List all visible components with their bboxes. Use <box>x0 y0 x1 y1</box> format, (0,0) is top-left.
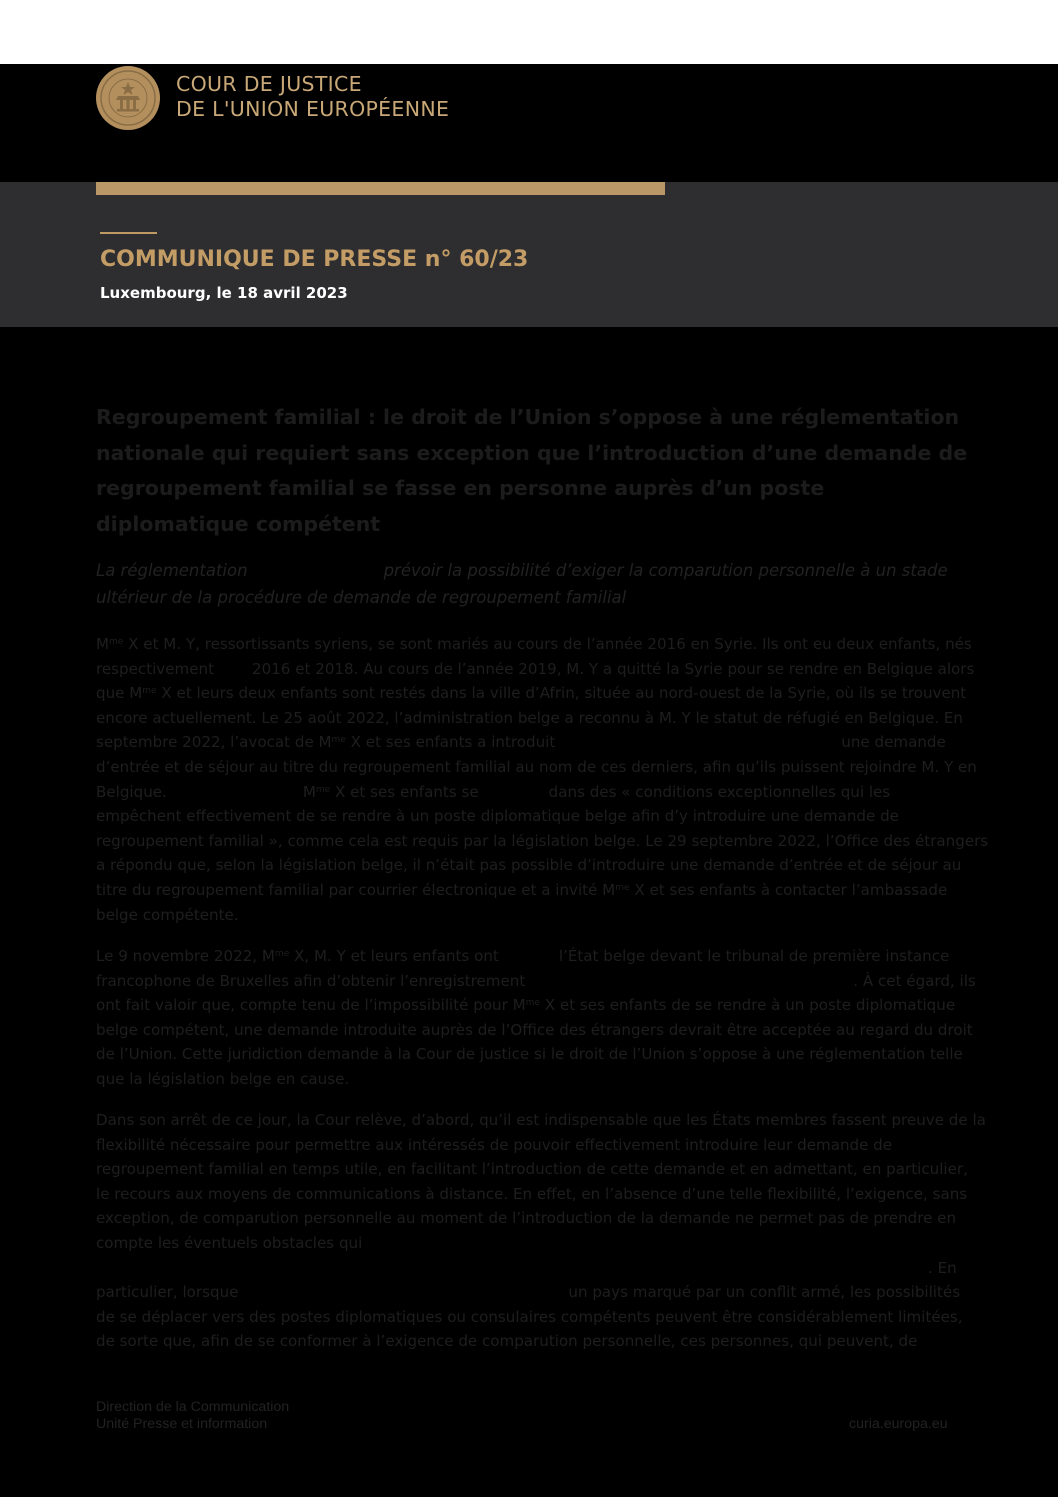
superscript: me <box>615 882 630 893</box>
headline-line: diplomatique compétent <box>96 511 381 536</box>
text: dans des « conditions exceptionnelles qui les <box>548 782 891 801</box>
text: a répondu que, selon la législation belge, il n’était pas possible d’introduire une demande d’entrée et de séjour au <box>96 856 962 875</box>
text: X et ses enfants de se rendre à un poste diplomatique <box>544 996 956 1015</box>
text: 2016 et 2018. Au cours de l’année 2019, M. Y a quitté la Syrie pour se rendre en Belgique alors <box>252 659 975 678</box>
paragraph-2 <box>96 944 976 1092</box>
paragraph-3 <box>96 1108 986 1354</box>
text: de se déplacer vers des postes diplomatiques ou consulaires compétents peuvent être considérablement limitées, <box>96 1307 963 1326</box>
text: X, M. Y et leurs enfants ont <box>294 947 499 965</box>
subhead-text: ultérieur de la procédure de demande de regroupement familial <box>96 588 627 607</box>
court-name-line1: COUR DE JUSTICE <box>176 72 362 96</box>
superscript: me <box>109 637 124 647</box>
subhead-text: La réglementation <box>96 561 248 580</box>
text: X et M. Y, ressortissants syriens, se sont mariés au cours de l’année 2016 en Syrie. Ils ont eu deux enfants, nés <box>128 635 972 653</box>
text: que M <box>96 684 143 703</box>
court-name <box>176 72 449 122</box>
superscript: me <box>142 686 157 697</box>
text: belge compétente. <box>96 905 239 924</box>
court-seal-icon <box>96 66 160 130</box>
footer-department <box>96 1399 289 1432</box>
text: titre du regroupement familial par courrier électronique et a invité M <box>96 880 616 899</box>
text: X et ses enfants se <box>335 782 479 801</box>
gold-accent-bar <box>96 182 665 195</box>
text: compte les éventuels obstacles qui <box>96 1233 363 1252</box>
text: exception, de comparution personnelle au moment de l’introduction de la demande ne permet pas de prendre en <box>96 1209 957 1228</box>
text: empêchent effectivement de se rendre à un poste diplomatique belge afin d’y introduire une demande de <box>96 807 899 826</box>
superscript: me <box>274 949 290 959</box>
title-rule <box>100 232 157 234</box>
headline-line: regroupement familial se fasse en personne auprès d’un poste <box>96 476 825 500</box>
text: Le 9 novembre 2022, M <box>96 947 275 965</box>
superscript: me <box>525 998 540 1009</box>
text: Dans son arrêt de ce jour, la Cour relève, d’abord, qu’il est indispensable que les États membres fassent preuve de la <box>96 1111 986 1129</box>
text: de sorte que, afin de se conformer à l’exigence de comparution personnelle, ces personnes, qui peuvent, de <box>96 1332 918 1351</box>
footer-department-name: Direction de la Communication <box>96 1399 290 1415</box>
text: X et ses enfants à contacter l’ambassade <box>634 880 948 899</box>
subheading <box>96 557 976 611</box>
text: flexibilité nécessaire pour permettre aux intéressés de pouvoir effectivement introduire leur demande de <box>96 1135 893 1154</box>
text: un pays marqué par un conflit armé, les possibilités <box>568 1283 961 1302</box>
court-name-line2: DE L'UNION EUROPÉENNE <box>176 97 450 121</box>
headline <box>96 400 976 542</box>
headline-line: nationale qui requiert sans exception que l’introduction d’une demande de <box>96 440 968 465</box>
text: M <box>96 635 110 653</box>
text: francophone de Bruxelles afin d’obtenir l’enregistrement <box>96 971 526 990</box>
superscript: me <box>315 784 331 795</box>
text: d’entrée et de séjour au titre du regroupement familial au nom de ces derniers, afin qu’ils puissent rejoindre M. Y en <box>96 757 977 776</box>
text: X et leurs deux enfants sont restés dans la ville d’Afrin, située au nord-ouest de la Syrie, où ils se trouvent <box>161 684 967 703</box>
text: regroupement familial en temps utile, en facilitant l’introduction de cette demande et en admettant, en particulier, <box>96 1160 968 1179</box>
footer-unit-name: Unité Presse et information <box>96 1415 268 1432</box>
headline-line: Regroupement familial : le droit de l’Union s’oppose à une réglementation <box>96 405 960 429</box>
text: que la législation belge en cause. <box>96 1069 350 1088</box>
paragraph-1 <box>96 632 989 927</box>
text: . En <box>928 1258 957 1277</box>
press-release-date: Luxembourg, le 18 avril 2023 <box>100 284 348 302</box>
text: regroupement familial », comme cela est requis par la législation belge. Le 29 septembre 2022, l’Office des étrangers <box>96 831 989 850</box>
text: Belgique. <box>96 782 167 801</box>
text: M <box>302 782 316 801</box>
text: septembre 2022, l’avocat de M <box>96 733 332 752</box>
text: . À cet égard, ils <box>853 971 976 990</box>
top-margin <box>0 0 1058 64</box>
subhead-text: prévoir la possibilité d’exiger la comparution personnelle à un stade <box>383 561 948 580</box>
footer-website-link[interactable]: curia.europa.eu <box>849 1416 948 1432</box>
press-release-title: COMMUNIQUE DE PRESSE n° 60/23 <box>100 247 529 272</box>
superscript: me <box>331 735 346 746</box>
text: encore actuellement. Le 25 août 2022, l’administration belge a reconnu à M. Y le statut de réfugié en Belgique. En <box>96 708 963 727</box>
text: belge compétent, une demande introduite auprès de l’Office des étrangers devrait être acceptée au regard du droit <box>96 1020 973 1039</box>
header <box>0 64 1058 182</box>
text: particulier, lorsque <box>96 1283 239 1302</box>
text: respectivement <box>96 659 214 678</box>
text: X et ses enfants a introduit <box>350 733 556 752</box>
text: l’État belge devant le tribunal de première instance <box>558 947 950 965</box>
text: une demande <box>841 733 946 752</box>
text: de l’Union. Cette juridiction demande à la Cour de justice si le droit de l’Union s’oppose à une réglementation telle <box>96 1045 963 1064</box>
text: le recours aux moyens de communications à distance. En effet, en l’absence d’une telle flexibilité, l’exigence, sans <box>96 1184 968 1203</box>
text: ont fait valoir que, compte tenu de l’impossibilité pour M <box>96 996 526 1015</box>
